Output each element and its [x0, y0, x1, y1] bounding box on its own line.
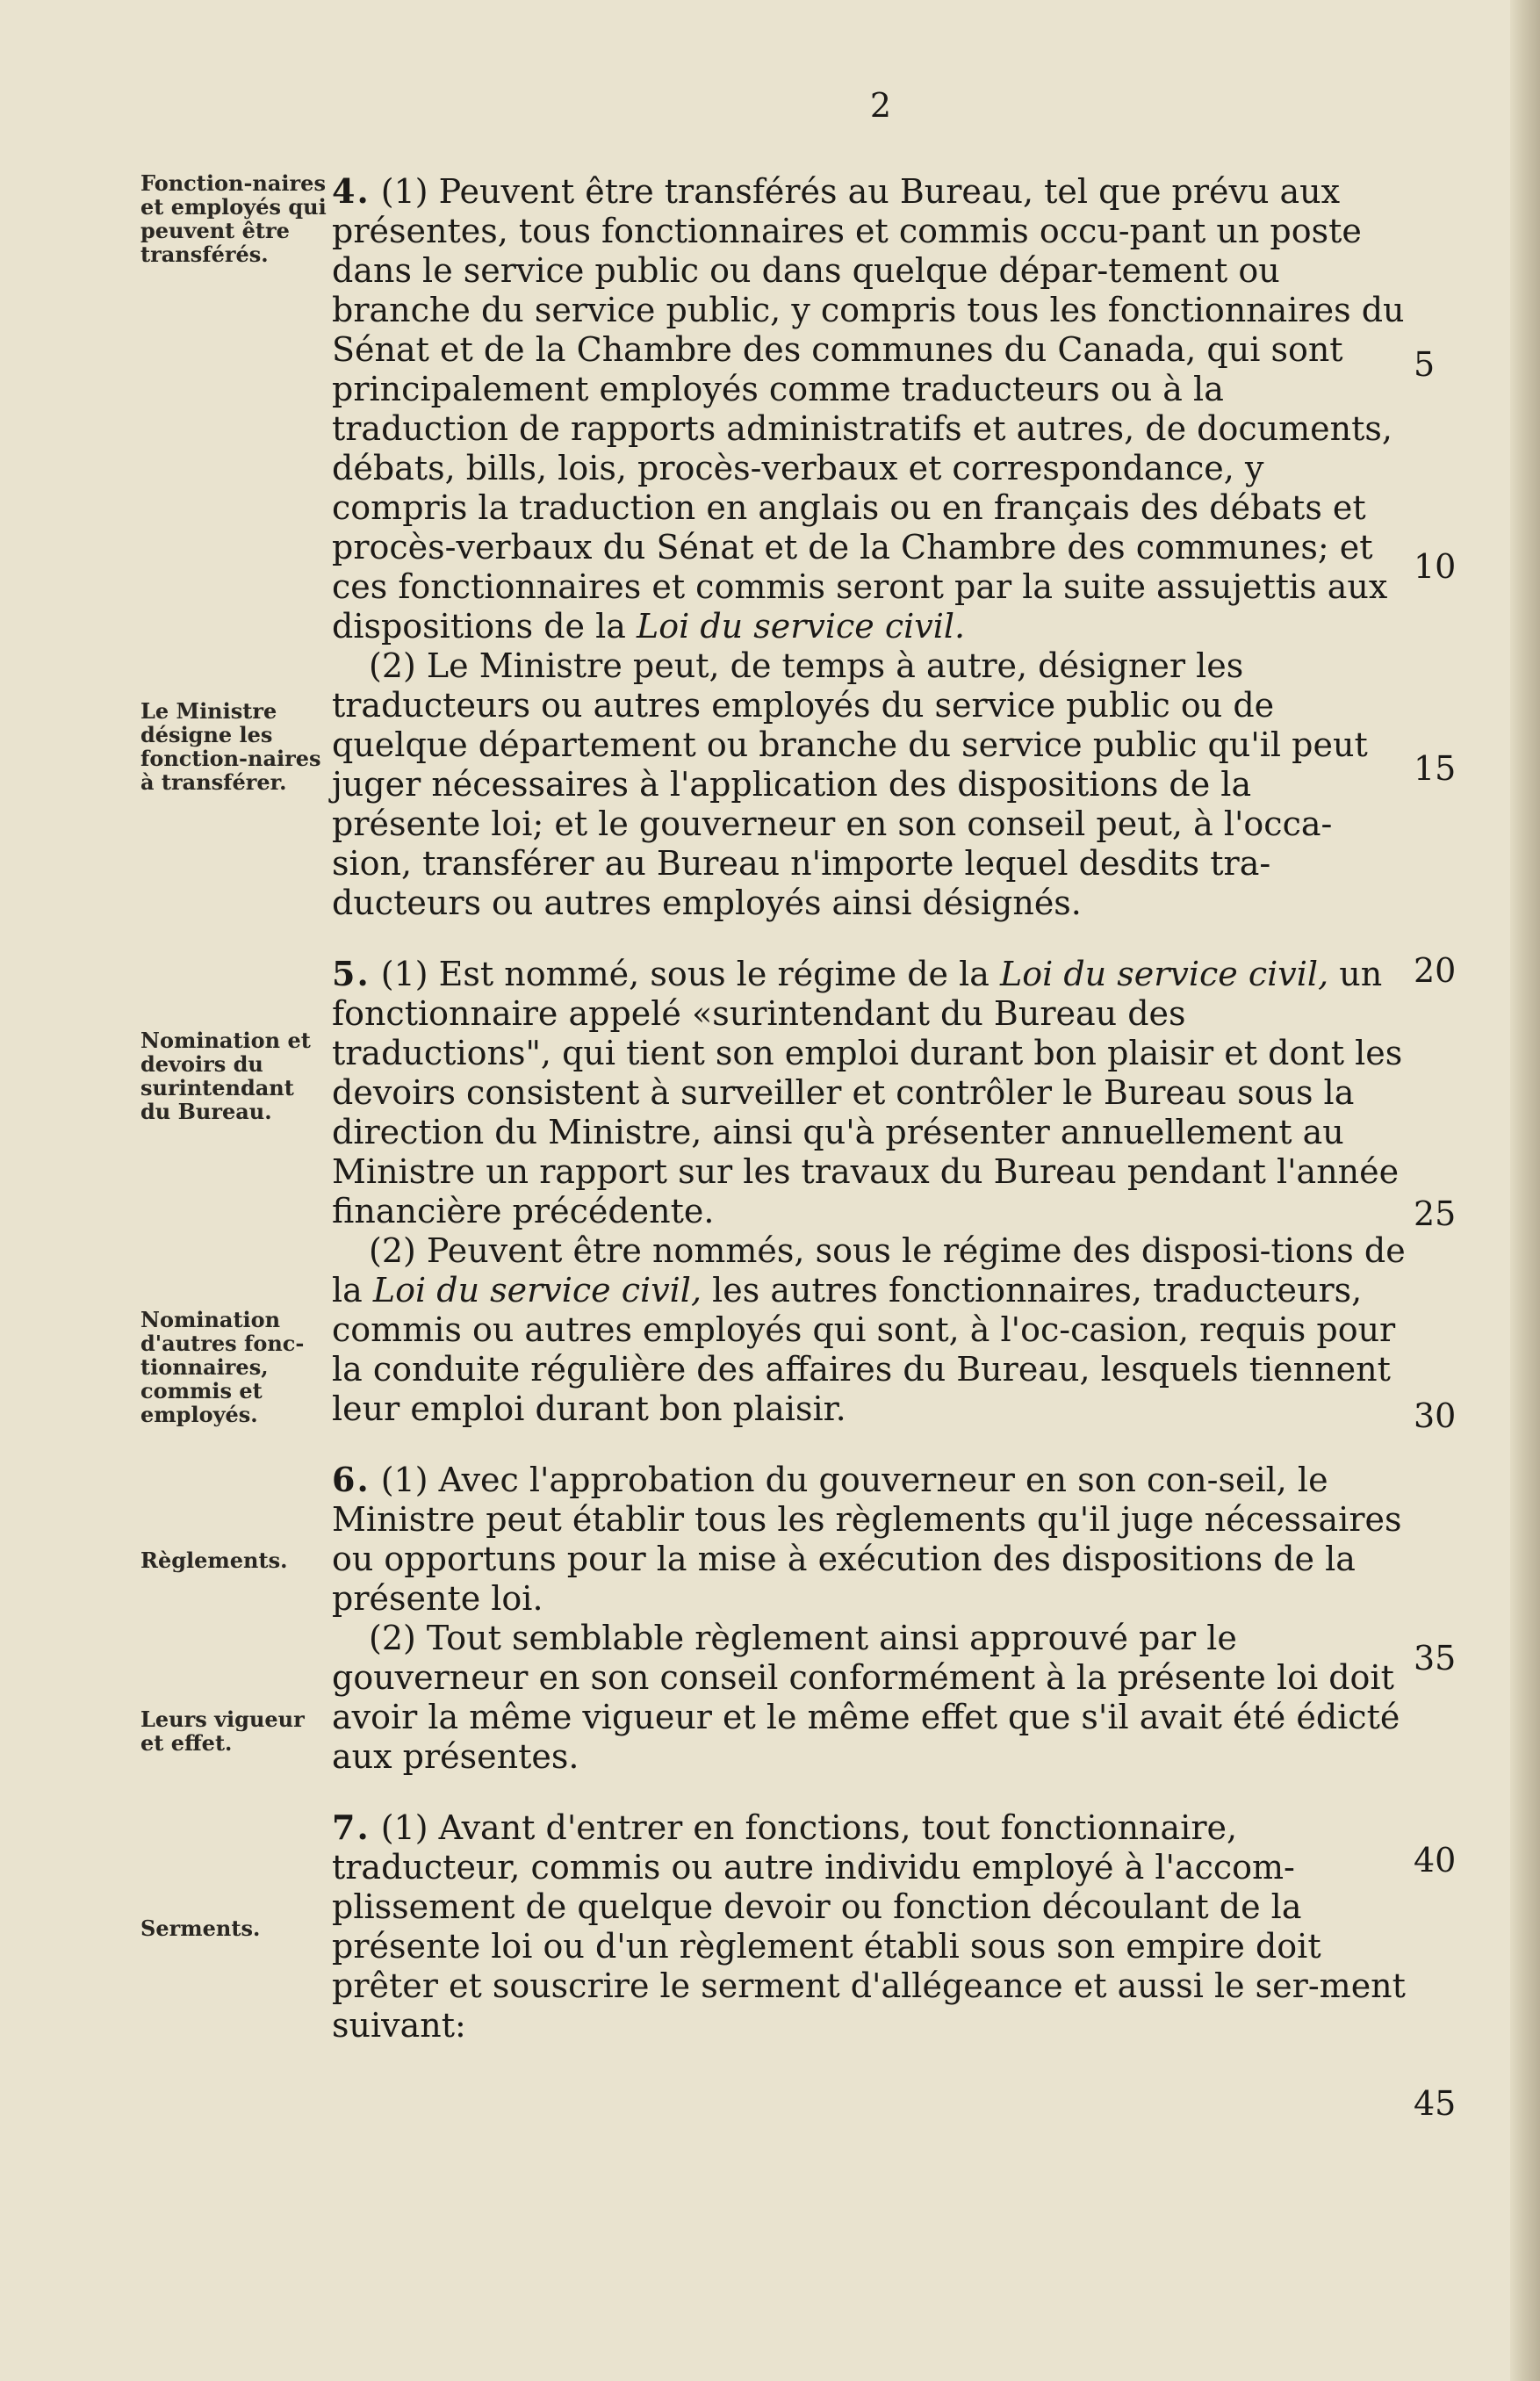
body-text [332, 171, 1407, 2045]
page-number: 2 [869, 86, 892, 125]
section-number: 5. [332, 954, 371, 993]
margin-note-reglements: Règlements. [140, 1548, 288, 1573]
margin-note-surintendant: Nomination et devoirs du surintendant du Bureau. [140, 1028, 311, 1124]
line-number: 5 [1414, 345, 1436, 384]
line-number: 35 [1414, 1639, 1457, 1678]
line-number: 20 [1414, 951, 1457, 990]
section-7-paragraph-1: 7. (1) Avant d'entrer en fonctions, tout fonctionnaire, traducteur, commis ou autre individu employé à l'accom-plissement de quelque devoir ou fonction découlant de la présente loi ou d'un règlement établi sous son empire doit prêter et souscrire le serment d'allégeance et aussi le ser-ment suivant: [332, 1807, 1406, 2045]
margin-note-serments: Serments. [140, 1916, 261, 1941]
section-number: 4. [332, 171, 371, 211]
page-edge [1510, 0, 1540, 2381]
section-number: 7. [332, 1807, 371, 1847]
section-5-paragraph-1: 5. (1) Est nommé, sous le régime de la Loi du service civil, un fonctionnaire appelé «surintendant du Bureau des traductions", qui tient son emploi durant bon plaisir et dont les devoirs consistent à surveiller et contrôler le Bureau sous la direction du Ministre, ainsi qu'à présenter annuellement au Ministre un rapport sur les travaux du Bureau pendant l'année financière précédente. [332, 954, 1403, 1230]
section-number: 6. [332, 1460, 371, 1499]
line-number: 10 [1414, 547, 1457, 586]
line-number: 15 [1414, 749, 1457, 788]
line-number: 30 [1414, 1396, 1457, 1435]
line-number: 40 [1414, 1841, 1457, 1880]
section-4-paragraph-1: 4. (1) Peuvent être transférés au Bureau, tel que prévu aux présentes, tous fonctionnaires et commis occu-pant un poste dans le service public ou dans quelque dépar-tement ou branche du service public, y compris tous les fonctionnaires du Sénat et de la Chambre des communes du Canada, qui sont principalement employés comme traducteurs ou à la traduction de rapports administratifs et autres, de documents, débats, bills, lois, procès-verbaux et correspondance, y compris la traduction en anglais ou en français des débats et procès-verbaux du Sénat et de la Chambre des communes; et ces fonctionnaires et commis seront par la suite assujettis aux dispositions de la Loi du service civil. [332, 171, 1405, 646]
line-number: 25 [1414, 1194, 1457, 1233]
section-5-paragraph-2: (2) Peuvent être nommés, sous le régime des disposi-tions de la Loi du service civil, les autres fonctionnaires, traducteurs, commis ou autres employés qui sont, à l'oc-casion, requis pour la conduite régulière des affaires du Bureau, lesquels tiennent leur emploi durant bon plaisir. [332, 1231, 1406, 1428]
margin-note-ministre-designe: Le Ministre désigne les fonction-naires à transférer. [140, 698, 321, 795]
section-6-paragraph-2: (2) Tout semblable règlement ainsi approuvé par le gouverneur en son conseil conformément à la présente loi doit avoir la même vigueur et le même effet que s'il avait été édicté aux présentes. [332, 1619, 1400, 1776]
section-6-paragraph-1: 6. (1) Avec l'approbation du gouverneur en son con-seil, le Ministre peut établir tous les règlements qu'il juge nécessaires ou opportuns pour la mise à exécution des dispositions de la présente loi. [332, 1460, 1402, 1618]
margin-note-autres-fonctionnaires: Nomination d'autres fonc-tionnaires, commis et employés. [140, 1307, 305, 1427]
line-number: 45 [1414, 2084, 1457, 2123]
section-4-paragraph-2: (2) Le Ministre peut, de temps à autre, désigner les traducteurs ou autres employés du service public ou de quelque département ou branche du service public qu'il peut juger nécessaires à l'application des dispositions de la présente loi; et le gouverneur en son conseil peut, à l'occa-sion, transférer au Bureau n'importe lequel desdits tra-ducteurs ou autres employés ainsi désignés. [332, 646, 1368, 922]
margin-note-vigueur: Leurs vigueur et effet. [140, 1706, 305, 1756]
margin-note-fonctionnaires: Fonction-naires et employés qui peuvent être transférés. [140, 170, 327, 267]
